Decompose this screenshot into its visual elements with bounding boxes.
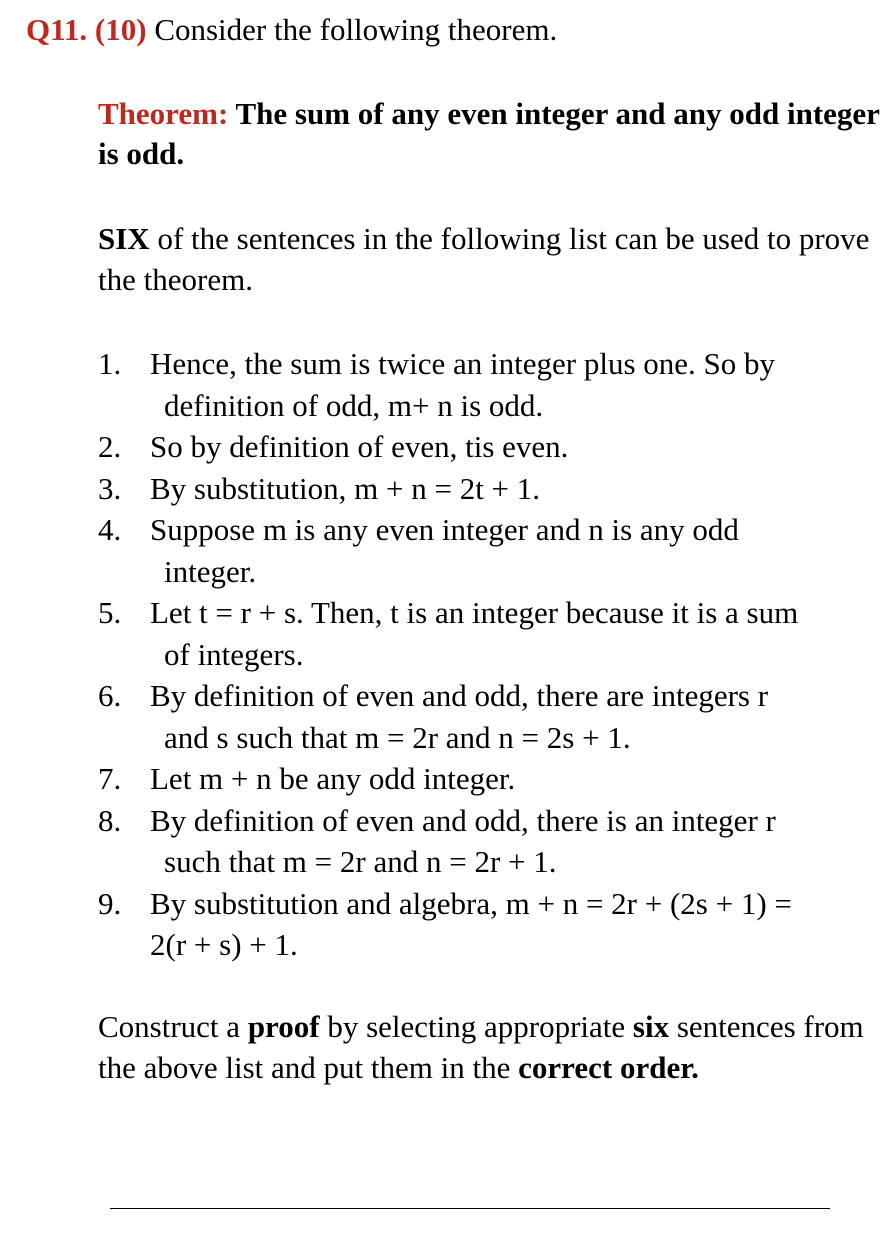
list-item-number: 3.	[98, 470, 122, 506]
question-header	[26, 10, 557, 50]
list-item-line2: integer.	[164, 553, 257, 589]
list-item-line2: such that m = 2r and n = 2r + 1.	[164, 844, 557, 879]
list-item	[98, 883, 894, 966]
list-item	[98, 509, 894, 592]
list-item	[98, 426, 894, 468]
list-item-line1: Suppose m is any even integer and n is any odd	[150, 512, 739, 547]
list-item-number: 4.	[98, 512, 122, 547]
conclusion-part3: sentences from the above list and put them in the	[98, 1009, 864, 1085]
list-item-number: 1.	[98, 346, 122, 381]
list-item-number: 2.	[98, 429, 122, 464]
list-item-number: 9.	[98, 885, 122, 921]
question-number: Q11. (10)	[26, 12, 147, 47]
list-item-line2: definition of odd, m+ n is odd.	[164, 387, 544, 423]
list-item	[98, 468, 894, 510]
list-item	[98, 343, 894, 426]
sentence-list	[98, 343, 894, 966]
list-item-line1: By definition of even and odd, there are integers r	[150, 678, 769, 713]
conclusion-text	[98, 1006, 888, 1088]
list-item	[98, 758, 894, 800]
list-item-line2: 2(r + s) + 1.	[150, 927, 298, 962]
list-item-number: 7.	[98, 761, 122, 796]
intro-rest: of the sentences in the following list can be used to prove the theorem.	[98, 221, 870, 297]
question-prompt: Consider the following theorem.	[154, 12, 558, 47]
list-item-line2: and s such that m = 2r and n = 2s + 1.	[164, 719, 631, 755]
list-item-line2: of integers.	[164, 636, 304, 672]
list-item-line1: Hence, the sum is twice an integer plus one. So by	[150, 346, 776, 381]
list-item-line1: By definition of even and odd, there is an integer r	[150, 802, 776, 838]
conclusion-bold-six: six	[632, 1009, 670, 1044]
theorem-statement: The sum of any even integer and any odd integer is odd.	[98, 96, 880, 171]
list-item-line1: By substitution and algebra, m + n = 2r + (2s + 1) =	[150, 885, 792, 921]
answer-line[interactable]	[110, 1208, 830, 1209]
list-item-line1: Let m + n be any odd integer.	[150, 761, 516, 796]
list-item-number: 6.	[98, 678, 122, 713]
list-item	[98, 675, 894, 758]
list-item-number: 5.	[98, 595, 122, 630]
list-item-line1: By substitution, m + n = 2t + 1.	[150, 470, 541, 506]
intro-text	[98, 218, 888, 300]
list-item-line1: So by definition of even, tis even.	[150, 429, 569, 464]
list-item-number: 8.	[98, 802, 122, 838]
theorem-block	[98, 94, 888, 174]
list-item	[98, 592, 894, 675]
conclusion-bold-proof: proof	[247, 1009, 320, 1044]
conclusion-bold-correct-order: correct order.	[518, 1050, 699, 1085]
conclusion-part1: Construct a	[98, 1009, 241, 1044]
intro-count-word: SIX	[98, 221, 150, 256]
theorem-label: Theorem:	[98, 96, 229, 131]
conclusion-part2: by selecting appropriate	[327, 1009, 626, 1044]
list-item-line1: Let t = r + s. Then, t is an integer because it is a sum	[150, 595, 799, 630]
list-item	[98, 800, 894, 883]
